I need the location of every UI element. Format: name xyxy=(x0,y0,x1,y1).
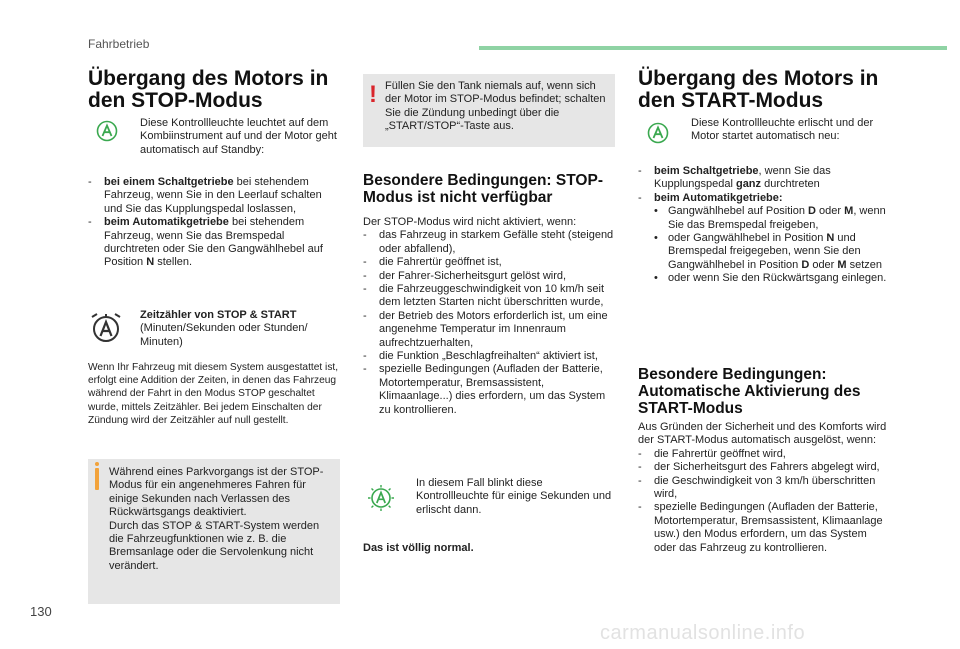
list-item: - spezielle Bedingungen (Aufladen der Batterie, Motortemperatur, Bremsassistent, Klimaanlage...) dies erfordern, um das System zu kontrollieren. xyxy=(363,363,606,416)
normal-note: Das ist völlig normal. xyxy=(363,542,474,554)
stop-icon-text: Diese Kontrollleuchte leuchtet auf dem Kombiinstrument auf und der Motor geht automatisch auf Standby: xyxy=(140,117,337,156)
stop-conditions-list xyxy=(88,176,340,270)
watermark: carmanualsonline.info xyxy=(600,622,806,644)
counter-title: Zeitzähler von STOP & START xyxy=(140,309,297,321)
stop-unavailable-title xyxy=(363,172,618,206)
list-item: - die Geschwindigkeit von 3 km/h überschritten wird, xyxy=(638,474,876,501)
info-text xyxy=(109,466,333,573)
page-number: 130 xyxy=(30,604,52,619)
counter-text: (Minuten/Sekunden oder Stunden/ Minuten) xyxy=(140,322,308,348)
warning-text: Füllen Sie den Tank niemals auf, wenn sich der Motor im STOP-Modus befindet; schalten Sie die Zündung unbedingt über die „START/STOP“-Taste aus. xyxy=(385,80,606,133)
list-item: - beim Automatikgetriebe bei stehendem Fahrzeug, wenn Sie das Bremspedal durchtreten oder Sie den Gangwählhebel auf Position N stellen. xyxy=(88,216,323,269)
info-paragraph-2: Durch das STOP & START-System werden die Fahrzeugfunktionen wie z. B. die Bremsanlage oder die Servolenkung nicht verändert. xyxy=(109,519,320,572)
stop-unavailable-title-line2: Modus ist nicht verfügbar xyxy=(363,189,553,206)
auto-start-title-line1: Besondere Bedingungen: xyxy=(638,366,827,383)
stop-mode-section xyxy=(88,68,348,112)
auto-start-intro: Aus Gründen der Sicherheit und des Komforts wird der START-Modus automatisch ausgelöst, wenn: xyxy=(638,421,887,447)
blink-text: In diesem Fall blinkt diese Kontrollleuchte für einige Sekunden und erlischt dann. xyxy=(416,477,612,516)
stop-unavailable-title-line1: Besondere Bedingungen: STOP- xyxy=(363,172,603,189)
list-item: - der Sicherheitsgurt des Fahrers abgelegt wird, xyxy=(638,461,880,474)
stop-unavailable-list xyxy=(363,216,615,417)
start-mode-section xyxy=(638,68,928,112)
section-label: Fahrbetrieb xyxy=(88,37,150,51)
start-mode-title xyxy=(638,68,928,112)
warning-callout xyxy=(363,74,615,147)
list-item: • oder Gangwählhebel in Position N und Bremspedal freigegeben, wenn Sie den Gangwählhebel in Position D oder M setzen xyxy=(654,232,883,271)
stop-mode-title-line2: den STOP-Modus xyxy=(88,89,263,112)
counter-block xyxy=(140,309,340,349)
list-item: - spezielle Bedingungen (Aufladen der Batterie, Motortemperatur, Bremsassistent, Klimaanlage usw.) den Modus erfordern, um das System oder das Fahrzeug zu kontrollieren. xyxy=(638,501,883,554)
list-item: - der Fahrer-Sicherheitsgurt gelöst wird, xyxy=(363,269,567,282)
start-icon-text: Diese Kontrollleuchte erlischt und der Motor startet automatisch neu: xyxy=(691,117,874,143)
stop-unavailable-intro: Der STOP-Modus wird nicht aktiviert, wenn: xyxy=(363,216,577,228)
info-paragraph-1: Während eines Parkvorgangs ist der STOP-Modus für ein angenehmeres Fahren für einige Sekunden nach Verlassen des Rückwärtsgangs deaktiviert. xyxy=(109,466,324,519)
warning-icon: ! xyxy=(369,81,377,108)
start-mode-title-line1: Übergang des Motors in xyxy=(638,67,879,90)
start-mode-title-line2: den START-Modus xyxy=(638,89,824,112)
counter-note: Wenn Ihr Fahrzeug mit diesem System ausgestattet ist, erfolgt eine Addition der Zeiten, in denen das Fahrzeug während der Fahrt in den Modus STOP geschaltet wurde, mittels Zeitzähler. Bei jedem Einschalten der Zündung wird der Zeitzähler auf null gestellt. xyxy=(88,362,339,426)
start-warning-lamp-icon xyxy=(647,122,669,144)
info-icon xyxy=(95,468,99,490)
stop-mode-title-line1: Übergang des Motors in xyxy=(88,67,329,90)
stop-mode-title xyxy=(88,68,348,112)
list-item: - beim Schaltgetriebe, wenn Sie das Kupplungspedal ganz durchtreten xyxy=(638,165,831,191)
info-callout xyxy=(88,459,340,604)
list-item: • oder wenn Sie den Rückwärtsgang einlegen. xyxy=(654,272,887,285)
list-item: - die Funktion „Beschlagfreihalten“ aktiviert ist, xyxy=(363,350,598,363)
auto-start-title xyxy=(638,366,928,417)
auto-start-title-line2: Automatische Aktivierung des xyxy=(638,383,861,400)
header-bar xyxy=(479,46,947,50)
list-item: - bei einem Schaltgetriebe bei stehendem Fahrzeug, wenn Sie in den Leerlauf schalten und Sie das Kupplungspedal loslassen, xyxy=(88,176,322,215)
auto-start-title-line3: START-Modus xyxy=(638,400,743,417)
list-item: - die Fahrertür geöffnet wird, xyxy=(638,447,786,460)
list-item: - die Fahrzeuggeschwindigkeit von 10 km/h seit dem letzten Starten nicht überschritten wurde, xyxy=(363,283,605,309)
list-item: - das Fahrzeug in starkem Gefälle steht (steigend oder abfallend), xyxy=(363,229,614,255)
blinking-lamp-icon xyxy=(367,484,395,512)
list-item: • Gangwählhebel auf Position D oder M, wenn Sie das Bremspedal freigeben, xyxy=(654,205,886,231)
list-item: - die Fahrertür geöffnet ist, xyxy=(363,256,502,269)
stop-warning-lamp-icon xyxy=(96,120,118,142)
auto-start-list xyxy=(638,421,890,555)
auto-bullets xyxy=(638,205,890,285)
list-item: - beim Automatikgetriebe: xyxy=(638,191,783,204)
start-conditions-list xyxy=(638,165,890,286)
list-item: - der Betrieb des Motors erforderlich ist, um eine angenehme Temperatur im Innenraum aufrechtzuerhalten, xyxy=(363,309,608,349)
stop-start-counter-icon xyxy=(89,311,123,345)
